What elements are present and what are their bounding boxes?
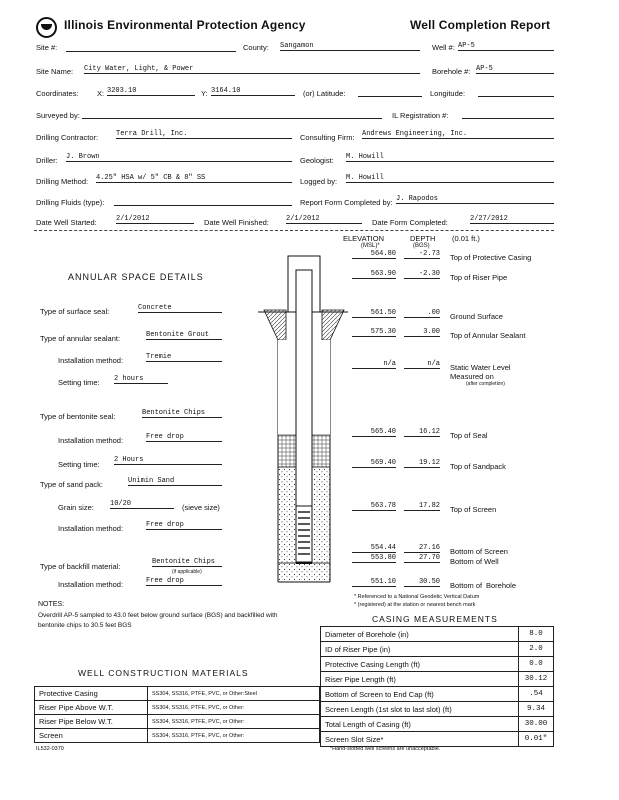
sand-pack-zone — [278, 467, 296, 563]
notes-body: Overdrill AP-5 sampled to 43.0 feet below ground surface (BGS) and backfilled with bentonite chips to 30.5 feet BGS — [38, 612, 278, 629]
coordinates-label: Coordinates: — [36, 89, 79, 98]
depth-header: DEPTH — [410, 234, 436, 243]
drilling-method-value: 4.25" HSA w/ 5" CB & 8" SS — [96, 174, 292, 183]
casing-row — [321, 687, 554, 702]
sand-pack-value: Unimin Sand — [128, 477, 222, 486]
casing-value: 2.0 — [519, 642, 554, 657]
material-label: Screen — [35, 729, 148, 743]
report-completed-by-value: J. Rapodos — [396, 195, 554, 204]
casing-label: Bottom of Screen to End Cap (ft) — [321, 687, 519, 702]
depth-value: -2.30 — [404, 270, 440, 279]
date-started-label: Date Well Started: — [36, 218, 97, 227]
elevation-value: n/a — [352, 360, 396, 369]
casing-value: 0.0 — [519, 657, 554, 672]
date-form-completed-label: Date Form Completed: — [372, 218, 448, 227]
report-completed-by-label: Report Form Completed by: — [300, 198, 393, 207]
elevation-header: ELEVATION — [343, 234, 384, 243]
setting-time-1-label: Setting time: — [58, 378, 100, 387]
borehole-no-value: AP-5 — [476, 65, 554, 74]
drilling-method-label: Drilling Method: — [36, 177, 89, 186]
form-code: IL532-0370 — [36, 746, 64, 752]
county-label: County: — [243, 43, 269, 52]
elevation-label: Static Water Level — [450, 363, 511, 372]
grout-zone — [278, 340, 296, 435]
annular-sealant-label: Type of annular sealant: — [40, 334, 121, 343]
latitude-value — [358, 87, 422, 97]
material-row — [35, 715, 320, 729]
casing-label: Riser Pipe Length (ft) — [321, 672, 519, 687]
bentonite-seal-zone — [278, 435, 296, 467]
precision-header: (0.01 ft.) — [452, 234, 480, 243]
end-cap — [296, 562, 312, 564]
elevation-value: 564.80 — [352, 250, 396, 259]
date-finished-value: 2/1/2012 — [286, 215, 362, 224]
registration-value — [462, 109, 554, 119]
borehole-no-label: Borehole #: — [432, 67, 471, 76]
well-no-value: AP-5 — [458, 42, 554, 51]
depth-value: 17.82 — [404, 502, 440, 511]
drilling-contractor-label: Drilling Contractor: — [36, 133, 99, 142]
annular-sealant-value: Bentonite Grout — [146, 331, 222, 340]
agency-logo — [36, 17, 57, 38]
surface-seal-value: Concrete — [138, 304, 222, 313]
casing-value: 0.01" — [519, 732, 554, 747]
report-title: Well Completion Report — [410, 18, 551, 32]
material-label: Riser Pipe Above W.T. — [35, 701, 148, 715]
geologist-label: Geologist: — [300, 156, 334, 165]
latitude-label: (or) Latitude: — [303, 89, 346, 98]
installation-method-2-label: Installation method: — [58, 436, 124, 445]
installation-method-4-value: Free drop — [146, 577, 222, 586]
surface-seal-shape — [264, 310, 286, 340]
footnote-1: * Referenced to a National Geodetic Vertical Datum — [354, 594, 480, 600]
registration-label: IL Registration #: — [392, 111, 449, 120]
elevation-label: Borehole — [486, 581, 517, 590]
casing-measurements-title: CASING MEASUREMENTS — [372, 614, 498, 624]
elevation-label: Top of Screen — [450, 505, 497, 514]
longitude-value — [478, 87, 554, 97]
elevation-value: 575.30 — [352, 328, 396, 337]
casing-label: Screen Length (1st slot to last slot) (ft) — [321, 702, 519, 717]
casing-row — [321, 657, 554, 672]
material-label: Riser Pipe Below W.T. — [35, 715, 148, 729]
surveyed-by-label: Surveyed by: — [36, 111, 80, 120]
material-options: SS304, SS316, PTFE, PVC, or Other: — [148, 729, 320, 743]
material-options: SS304, SS316, PTFE, PVC, or Other: — [148, 715, 320, 729]
casing-value: 8.0 — [519, 627, 554, 642]
elevation-label: Top of Seal — [450, 431, 488, 440]
grain-size-label: Grain size: — [58, 503, 94, 512]
geologist-value: M. Howill — [346, 153, 554, 162]
materials-table — [34, 686, 320, 743]
depth-value: 27.16 — [404, 544, 440, 553]
elevation-sublabel-note: (after completion) — [466, 381, 505, 387]
surface-seal-label: Type of surface seal: — [40, 307, 110, 316]
elevation-label: Top of Annular Sealant — [450, 331, 526, 340]
elevation-value: 569.40 — [352, 459, 396, 468]
section-divider — [34, 230, 554, 231]
casing-label: Screen Slot Size* — [321, 732, 519, 747]
elevation-value: 565.40 — [352, 428, 396, 437]
bentonite-seal-label: Type of bentonite seal: — [40, 412, 116, 421]
installation-method-3-value: Free drop — [146, 521, 222, 530]
depth-value: 3.00 — [404, 328, 440, 337]
casing-value: 30.00 — [519, 717, 554, 732]
riser-pipe — [296, 270, 312, 506]
material-row — [35, 729, 320, 743]
elevation-value: 563.78 — [352, 502, 396, 511]
casing-value: .54 — [519, 687, 554, 702]
well-diagram — [258, 248, 348, 588]
elevation-label: Top of Riser Pipe — [450, 273, 508, 282]
casing-row — [321, 627, 554, 642]
grain-size-suffix: (sieve size) — [182, 503, 220, 512]
casing-label: ID of Riser Pipe (in) — [321, 642, 519, 657]
agency-name: Illinois Environmental Protection Agency — [64, 18, 306, 32]
depth-value: 19.12 — [404, 459, 440, 468]
site-no-label: Site #: — [36, 43, 58, 52]
depth-value: n/a — [404, 360, 440, 369]
surveyed-by-value — [82, 109, 382, 119]
depth-value: 27.70 — [404, 554, 440, 563]
installation-method-4-label: Installation method: — [58, 580, 124, 589]
elevation-label: Top of Protective Casing — [450, 253, 532, 262]
site-no-value — [66, 42, 236, 52]
material-row — [35, 687, 320, 701]
casing-row — [321, 702, 554, 717]
date-finished-label: Date Well Finished: — [204, 218, 269, 227]
casing-row — [321, 642, 554, 657]
elevation-value: 551.10 — [352, 578, 396, 587]
coord-x-value: 3203.10 — [107, 87, 195, 96]
installation-method-2-value: Free drop — [146, 433, 222, 442]
material-options: SS304, SS316, PTFE, PVC, or Other:Steel — [148, 687, 320, 701]
casing-row — [321, 672, 554, 687]
coord-y-value: 3164.10 — [211, 87, 295, 96]
footnote-2: * (registered) at the station or nearest bench mark — [354, 602, 476, 608]
material-label: Protective Casing — [35, 687, 148, 701]
site-name-label: Site Name: — [36, 67, 74, 76]
annular-section-title: ANNULAR SPACE DETAILS — [68, 272, 204, 282]
logged-by-label: Logged by: — [300, 177, 338, 186]
backfill-zone — [278, 563, 330, 582]
longitude-label: Longitude: — [430, 89, 466, 98]
setting-time-2-value: 2 Hours — [114, 456, 222, 465]
casing-value: 9.34 — [519, 702, 554, 717]
elevation-sublabel: Measured on — [450, 372, 494, 381]
depth-value: 16.12 — [404, 428, 440, 437]
depth-value: 30.50 — [404, 578, 440, 587]
casing-label: Total Length of Casing (ft) — [321, 717, 519, 732]
depth-value: .00 — [404, 309, 440, 318]
elevation-label: Bottom of Screen — [450, 547, 508, 556]
drilling-fluids-label: Drilling Fluids (type): — [36, 198, 105, 207]
backfill-note: (if applicable) — [172, 569, 202, 575]
setting-time-1-value: 2 hours — [114, 375, 168, 384]
elevation-value: 561.50 — [352, 309, 396, 318]
casing-measurements-table — [320, 626, 554, 747]
date-form-completed-value: 2/27/2012 — [470, 215, 554, 224]
sand-pack-label: Type of sand pack: — [40, 480, 103, 489]
grain-size-value: 10/20 — [110, 500, 174, 509]
driller-value: J. Brown — [66, 153, 292, 162]
installation-method-1-value: Tremie — [146, 353, 222, 362]
elevation-label: Ground Surface — [450, 312, 503, 321]
elevation-label: Bottom of Well — [450, 557, 499, 566]
setting-time-2-label: Setting time: — [58, 460, 100, 469]
materials-title: WELL CONSTRUCTION MATERIALS — [78, 668, 249, 678]
material-options: SS304, SS316, PTFE, PVC, or Other: — [148, 701, 320, 715]
installation-method-3-label: Installation method: — [58, 524, 124, 533]
county-value: Sangamon — [280, 42, 420, 51]
installation-method-1-label: Installation method: — [58, 356, 124, 365]
driller-label: Driller: — [36, 156, 58, 165]
site-name-value: City Water, Light, & Power — [84, 65, 420, 74]
casing-value: 30.12 — [519, 672, 554, 687]
drilling-fluids-value — [114, 196, 292, 206]
date-started-value: 2/1/2012 — [116, 215, 194, 224]
material-row — [35, 701, 320, 715]
casing-row — [321, 732, 554, 747]
consulting-firm-label: Consulting Firm: — [300, 133, 355, 142]
casing-row — [321, 717, 554, 732]
notes-title: NOTES: — [38, 601, 65, 608]
drilling-contractor-value: Terra Drill, Inc. — [116, 130, 292, 139]
elevation-label-prefix: Bottom of — [450, 581, 483, 590]
depth-sub-header: (BGS) — [413, 243, 430, 249]
coord-x-label: X: — [97, 89, 105, 98]
backfill-value: Bentonite Chips — [152, 558, 222, 567]
logged-by-value: M. Howill — [346, 174, 554, 183]
backfill-label: Type of backfill material: — [40, 562, 121, 571]
casing-label: Diameter of Borehole (in) — [321, 627, 519, 642]
elevation-value: 553.80 — [352, 554, 396, 563]
well-no-label: Well #: — [432, 43, 455, 52]
elevation-value: 563.90 — [352, 270, 396, 279]
elevation-sub-header: (MSL)* — [361, 243, 380, 249]
coord-y-label: Y: — [201, 89, 208, 98]
casing-label: Protective Casing Length (ft) — [321, 657, 519, 672]
elevation-value: 554.44 — [352, 544, 396, 553]
bentonite-seal-value: Bentonite Chips — [142, 409, 222, 418]
casing-footnote: *Hand-slotted well screens are unacceptable. — [330, 746, 441, 752]
consulting-firm-value: Andrews Engineering, Inc. — [362, 130, 554, 139]
depth-value: -2.73 — [404, 250, 440, 259]
elevation-label: Top of Sandpack — [450, 462, 506, 471]
